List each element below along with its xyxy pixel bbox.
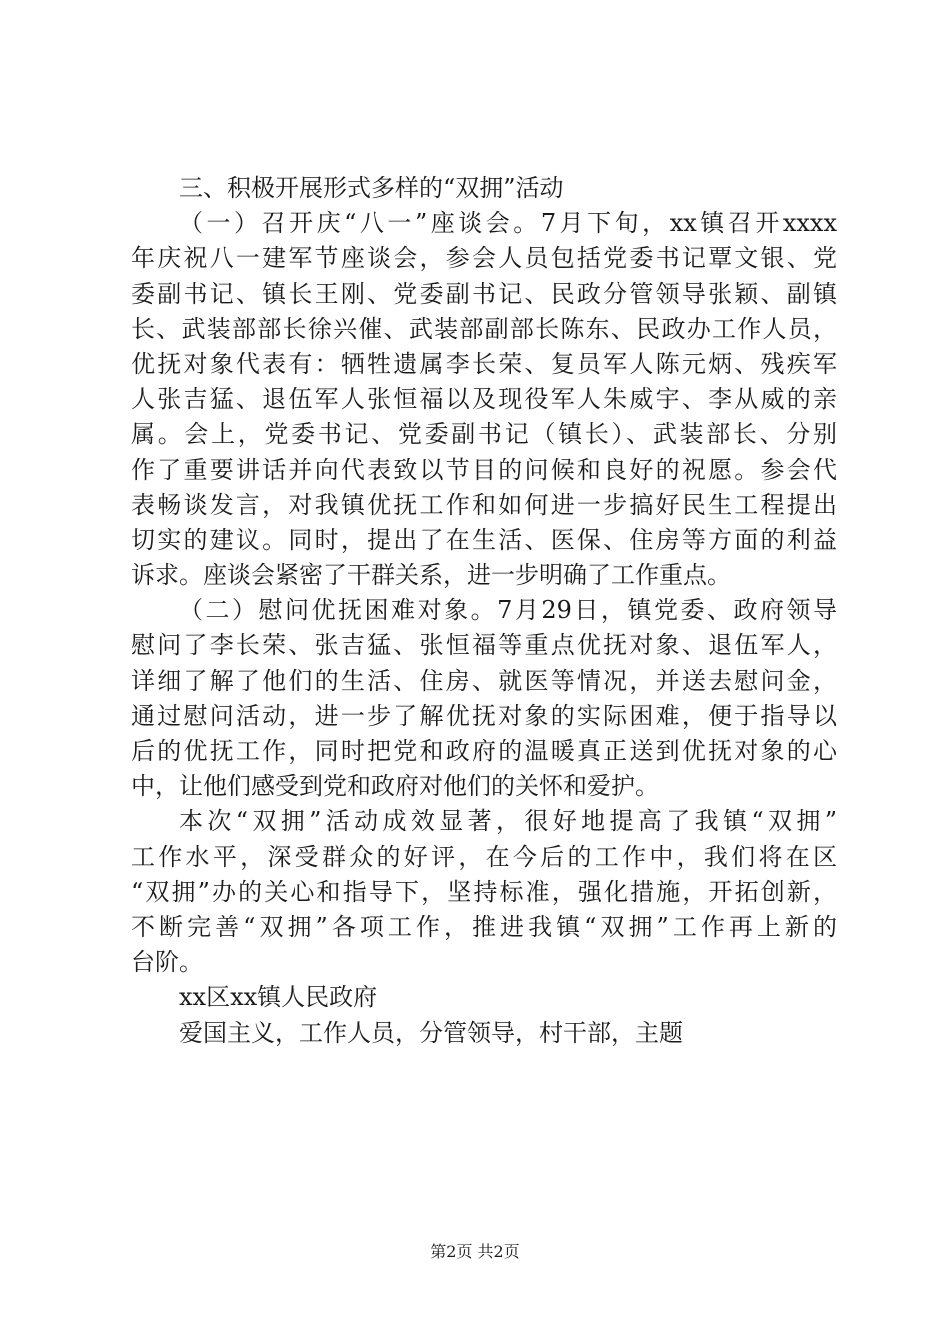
paragraph-line: 本次“双拥”活动成效显著，很好地提高了我镇“双拥” xyxy=(179,807,837,836)
paragraph-line: 人张吉猛、退伍军人张恒福以及现役军人朱威宇、李从威的亲 xyxy=(131,385,837,414)
paragraph-line: 诉求。座谈会紧密了干群关系，进一步明确了工作重点。 xyxy=(131,561,731,590)
paragraph-line: 通过慰问活动，进一步了解优抚对象的实际困难，便于指导以 xyxy=(131,701,837,730)
paragraph-line: 台阶。 xyxy=(131,948,203,977)
section-heading: 三、积极开展形式多样的“双拥”活动 xyxy=(179,174,564,202)
paragraph-line: 工作水平，深受群众的好评，在今后的工作中，我们将在区 xyxy=(131,842,837,871)
paragraph-line: 详细了解了他们的生活、住房、就医等情况，并送去慰问金， xyxy=(131,666,837,695)
paragraph-line: 优抚对象代表有：牺牲遗属李长荣、复员军人陈元炳、残疾军 xyxy=(131,349,837,378)
paragraph-line: 慰问了李长荣、张吉猛、张恒福等重点优抚对象、退伍军人， xyxy=(131,631,837,660)
paragraph-line: 后的优抚工作，同时把党和政府的温暖真正送到优抚对象的心 xyxy=(131,737,837,765)
paragraph-line: 作了重要讲话并向代表致以节目的问候和良好的祝愿。参会代 xyxy=(131,455,837,484)
page-number: 第2页 共2页 xyxy=(430,1242,520,1261)
paragraph-line: 表畅谈发言，对我镇优抚工作和如何进一步搞好民生工程提出 xyxy=(131,490,837,519)
signature-line: xx区xx镇人民政府 xyxy=(179,983,378,1012)
paragraph-line: 长、武装部部长徐兴催、武装部副部长陈东、民政办工作人员， xyxy=(131,314,837,343)
paragraph-line: （一）召开庆“八一”座谈会。7月下旬，xx镇召开xxxx xyxy=(179,209,837,238)
paragraph-line: 中，让他们感受到党和政府对他们的关怀和爱护。 xyxy=(131,772,659,801)
paragraph-line: “双拥”办的关心和指导下，坚持标准，强化措施，开拓创新， xyxy=(131,877,837,906)
paragraph-line: 委副书记、镇长王刚、党委副书记、民政分管领导张颖、副镇 xyxy=(131,279,837,308)
paragraph-line: 年庆祝八一建军节座谈会，参会人员包括党委书记覃文银、党 xyxy=(131,244,837,273)
paragraph-line: 属。会上，党委书记、党委副书记（镇长）、武装部长、分别 xyxy=(131,420,837,449)
document-body xyxy=(131,171,837,1051)
keywords-line: 爱国主义，工作人员，分管领导，村干部，主题 xyxy=(179,1018,683,1047)
paragraph-line: 切实的建议。同时，提出了在生活、医保、住房等方面的利益 xyxy=(131,525,837,554)
paragraph-line: 不断完善“双拥”各项工作，推进我镇“双拥”工作再上新的 xyxy=(131,912,837,941)
paragraph-line: （二）慰问优抚困难对象。7月29日，镇党委、政府领导 xyxy=(179,596,837,625)
